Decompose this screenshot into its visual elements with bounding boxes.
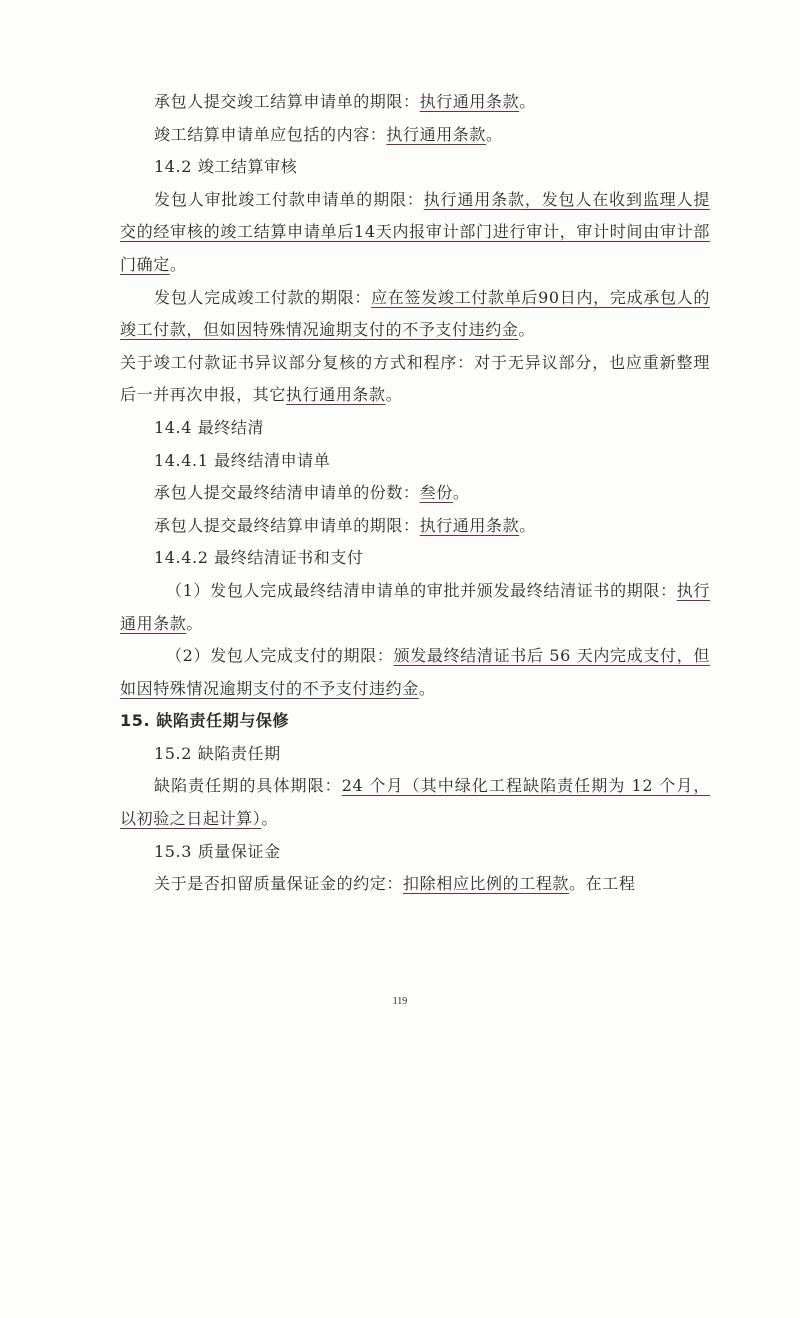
- filled-value: 应在签发竣工付款单后90日内，完成承包人的竣工付款，但如因特殊情况逾期支付的不予支付违约金: [120, 287, 710, 340]
- subsection-heading: 15.3 质量保证金: [154, 841, 281, 861]
- paragraph: [120, 770, 710, 835]
- subsection-heading: 14.4.2 最终结清证书和支付: [154, 548, 364, 568]
- clause-label: 竣工结算申请单应包括的内容：: [154, 124, 387, 144]
- filled-value: 执行通用条款: [386, 124, 487, 144]
- subsection-heading: 14.4 最终结清: [154, 417, 265, 437]
- clause-end: 。: [261, 809, 279, 829]
- clause-label: 关于是否扣留质量保证金的约定：: [154, 874, 404, 894]
- paragraph: [120, 347, 710, 412]
- paragraph: [120, 119, 710, 152]
- page-number: 119: [392, 996, 408, 1007]
- section-heading: 15. 缺陷责任期与保修: [120, 711, 290, 731]
- body-text: [120, 86, 710, 901]
- clause-end: 。: [169, 254, 187, 274]
- clause-end: 。: [519, 515, 536, 535]
- clause-label: 承包人提交竣工结算申请单的期限：: [154, 92, 420, 111]
- clause-end: 。: [486, 124, 503, 144]
- clause-label: 发包人审批竣工付款申请单的期限：: [154, 189, 424, 209]
- paragraph: [120, 510, 710, 543]
- paragraph: [120, 640, 710, 705]
- clause-end: 。: [518, 320, 536, 340]
- clause-end: 。: [452, 483, 470, 503]
- subsection-heading: 14.2 竣工结算审核: [154, 157, 298, 177]
- clause-end: 。在工程: [569, 874, 636, 894]
- clause-end: 。: [519, 92, 536, 111]
- clause-end: 。: [385, 385, 403, 405]
- filled-value: 执行通用条款: [419, 515, 520, 535]
- paragraph: [120, 184, 710, 282]
- paragraph: [120, 282, 710, 347]
- filled-value: 24 个月（其中绿化工程缺陷责任期为 12 个月，以初验之日起计算）: [120, 776, 710, 829]
- filled-value: 叁份: [419, 483, 453, 503]
- filled-value: 执行通用条款，发包人在收到监理人提交的经审核的竣工结算申请单后14天内报审计部门进行审计，审计时间由审计部门确定: [120, 189, 710, 274]
- clause-label: 发包人完成竣工付款的期限：: [154, 287, 372, 307]
- paragraph: [120, 868, 710, 901]
- clause-label: 承包人提交最终结算申请单的期限：: [154, 515, 420, 535]
- clause-label: （1）发包人完成最终结清申请单的审批并颁发最终结清证书的期限：: [166, 580, 677, 600]
- clause-label: 缺陷责任期的具体期限：: [154, 776, 342, 796]
- clause-end: 。: [186, 613, 204, 633]
- filled-value: 扣除相应比例的工程款: [403, 874, 570, 894]
- paragraph: [120, 86, 710, 119]
- clause-label: 关于竣工付款证书异议部分复核的方式和程序：对于无异议部分，也应重新整理后一并再次申报，其它: [120, 352, 710, 405]
- subsection-heading: 14.4.1 最终结清申请单: [154, 450, 331, 470]
- paragraph: [120, 477, 710, 510]
- filled-value: 颁发最终结清证书后 56 天内完成支付，但如因特殊情况逾期支付的不予支付违约金: [120, 646, 710, 698]
- filled-value: 执行通用条款: [286, 385, 386, 405]
- clause-label: 承包人提交最终结清申请单的份数：: [154, 483, 420, 503]
- clause-label: （2）发包人完成支付的期限：: [166, 646, 394, 666]
- filled-value: 执行通用条款: [120, 580, 710, 633]
- clause-end: 。: [418, 678, 436, 698]
- filled-value: 执行通用条款: [419, 92, 520, 111]
- paragraph: [120, 575, 710, 640]
- subsection-heading: 15.2 缺陷责任期: [154, 743, 281, 763]
